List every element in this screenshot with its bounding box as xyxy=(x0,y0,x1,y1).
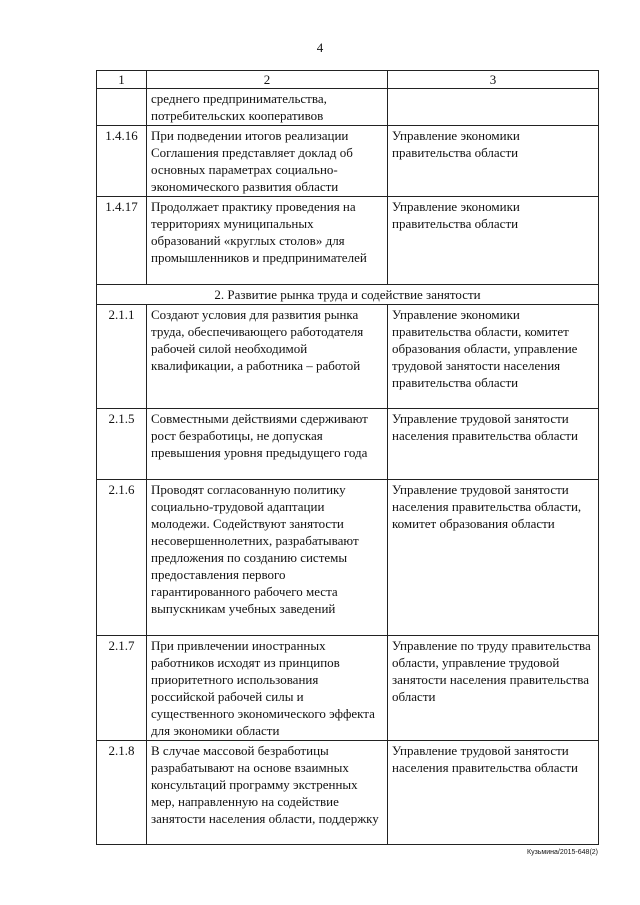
row-number: 2.1.6 xyxy=(97,480,147,636)
column-header-responsible: 3 xyxy=(388,71,599,89)
table-row xyxy=(97,197,599,285)
row-measure: Продолжает практику проведения на территориях муниципальных образований «круглых столов» для промышленников и предпринимателей xyxy=(147,197,388,285)
row-measure: При привлечении иностранных работников исходят из принципов приоритетного использования российской рабочей силы и существенного экономического эффекта для экономики области xyxy=(147,636,388,741)
table-row xyxy=(97,636,599,741)
row-responsible xyxy=(388,89,599,126)
row-measure: При подведении итогов реализации Соглашения представляет доклад об основных параметрах социально-экономического развития области xyxy=(147,126,388,197)
row-responsible: Управление трудовой занятости населения правительства области xyxy=(388,741,599,845)
section-heading-row xyxy=(97,285,599,305)
row-measure: В случае массовой безработицы разрабатывают на основе взаимных консультаций программу экстренных мер, направленную на содействие занятости населения области, поддержку xyxy=(147,741,388,845)
row-number: 2.1.1 xyxy=(97,305,147,409)
column-header-measure: 2 xyxy=(147,71,388,89)
table-row xyxy=(97,409,599,480)
row-responsible: Управление трудовой занятости населения правительства области xyxy=(388,409,599,480)
document-footer-code: Кузьмина/2015-648(2) xyxy=(527,849,598,856)
section-heading: 2. Развитие рынка труда и содействие занятости xyxy=(97,285,599,305)
row-responsible: Управление экономики правительства области, комитет образования области, управление трудовой занятости населения правительства области xyxy=(388,305,599,409)
row-measure: Проводят согласованную политику социально-трудовой адаптации молодежи. Содействуют занятости несовершеннолетних, разрабатывают предложения по созданию системы предоставления первого гарантированного рабочего места выпускникам учебных заведений xyxy=(147,480,388,636)
table-row xyxy=(97,126,599,197)
row-responsible: Управление экономики правительства области xyxy=(388,197,599,285)
row-number: 1.4.16 xyxy=(97,126,147,197)
row-number: 2.1.7 xyxy=(97,636,147,741)
table-row xyxy=(97,480,599,636)
row-measure: Создают условия для развития рынка труда, обеспечивающего работодателя рабочей силой необходимой квалификации, а работника – работой xyxy=(147,305,388,409)
row-responsible: Управление по труду правительства области, управление трудовой занятости населения правительства области xyxy=(388,636,599,741)
table-header-row xyxy=(97,71,599,89)
row-number xyxy=(97,89,147,126)
row-responsible: Управление трудовой занятости населения правительства области, комитет образования области xyxy=(388,480,599,636)
row-number: 1.4.17 xyxy=(97,197,147,285)
measures-table xyxy=(96,70,599,845)
row-measure: среднего предпринимательства, потребительских кооперативов xyxy=(147,89,388,126)
table-row xyxy=(97,89,599,126)
table-row xyxy=(97,741,599,845)
column-header-number: 1 xyxy=(97,71,147,89)
row-responsible: Управление экономики правительства области xyxy=(388,126,599,197)
page-number: 4 xyxy=(316,40,324,55)
row-measure: Совместными действиями сдерживают рост безработицы, не допуская превышения уровня предыдущего года xyxy=(147,409,388,480)
row-number: 2.1.5 xyxy=(97,409,147,480)
table-row xyxy=(97,305,599,409)
row-number: 2.1.8 xyxy=(97,741,147,845)
